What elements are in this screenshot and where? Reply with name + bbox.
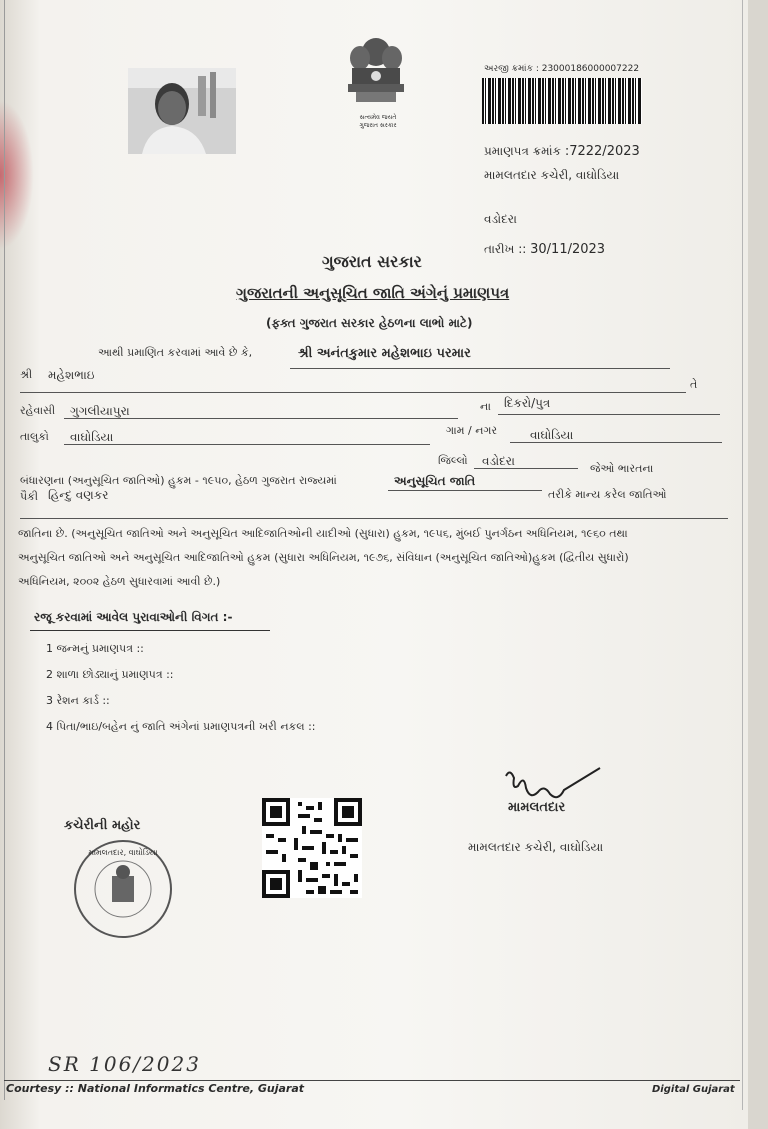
issue-date-label: તારીખ :: <box>484 242 527 256</box>
caste-value: હિન્દુ વણકર <box>48 488 109 502</box>
signatory-office: મામલતદાર કચેરી, વાઘોડિયા <box>468 840 604 854</box>
district-underline <box>474 468 578 469</box>
district-label: જિલ્લો <box>438 454 468 467</box>
national-emblem <box>338 34 414 126</box>
emblem-caption-line-1: સત્યમેવ જયતે <box>359 114 397 121</box>
legal-paragraph <box>18 522 730 594</box>
resident-value: ગુગલીયાપુરા <box>70 404 130 418</box>
emblem-caption-line-2: ગુજરાત સરકાર <box>359 122 397 129</box>
shri-label: શ્રી <box>20 368 33 381</box>
certificate-subtitle: (ફક્ત ગુજરાત સરકાર હેઠળના લાભો માટે) <box>266 316 473 330</box>
legal-line-2: અનુસૂચિત જાતિઓ અને અનુસૂચિત આદિજાતિઓ હુકમ (સુધારા અધિનિયમ, ૧૯૭૬, સંવિધાન (અનુસૂચિત જાતિઓ)હુકમ (દ્વિતીય સુધારો) <box>18 551 629 564</box>
resident-label: રહેવાસી <box>20 404 56 417</box>
evidence-heading: રજૂ કરવામાં આવેલ પુરાવાઓની વિગત :- <box>34 610 233 624</box>
application-number-label: અરજી ક્રમાંક <box>484 64 533 74</box>
qr-code <box>262 798 362 898</box>
bharat-label: જેઓ ભારતના <box>590 462 654 475</box>
recognized-label: તરીકે માન્ય કરેલ જાતિઓ <box>548 488 667 501</box>
courtesy-text: Courtesy :: National Informatics Centre, Gujarat <box>6 1082 305 1095</box>
legal-line-1: જાતિના છે. (અનુસૂચિત જાતિઓ અને અનુસૂચિત આદિજાતિઓની યાદીઓ (સુધારા) હુકમ, ૧૯૫૬, મુંબઈ પુનર્ગઠન અધિનિયમ, ૧૯૬૦ તથા <box>18 527 628 540</box>
caste-underline <box>20 518 728 519</box>
certify-label: આથી પ્રમાણિત કરવામાં આવે છે કે, <box>98 346 253 359</box>
handwritten-reference: SR 106/2023 <box>48 1052 201 1076</box>
relation-underline <box>498 414 720 415</box>
na-label: ના <box>480 400 491 413</box>
signatory-title: મામલતદાર <box>508 800 566 815</box>
barcode <box>482 78 642 124</box>
applicant-photo <box>128 68 236 154</box>
issuing-office: મામલતદાર કચેરી, વાઘોડિયા <box>484 168 620 182</box>
certificate-number <box>484 144 640 159</box>
paiki-label: પૈકી <box>20 490 39 503</box>
page-border-left <box>4 0 5 1100</box>
suffix-te: તે <box>690 378 698 391</box>
taluka-label: તાલુકો <box>20 430 49 443</box>
relation-value: દિકરો/પુત્ર <box>504 396 551 410</box>
category-underline <box>388 490 542 491</box>
application-number: અરજી ક્રમાંક : 23000186000007222 <box>484 64 640 74</box>
evidence-item: 3 રેશન કાર્ડ :: <box>46 694 110 707</box>
page-border-right <box>742 0 743 1110</box>
category-value: અનુસૂચિત જાતિ <box>394 474 476 488</box>
issue-place: વડોદરા <box>484 212 517 226</box>
issue-date-value: 30/11/2023 <box>530 242 606 257</box>
village-label: ગામ / નગર <box>446 424 498 437</box>
father-underline <box>20 392 686 393</box>
digital-gujarat-brand: Digital Gujarat <box>652 1084 735 1095</box>
certificate-number-value: :7222/2023 <box>564 144 640 159</box>
evidence-item: 1 જન્મનું પ્રમાણપત્ર :: <box>46 642 144 655</box>
evidence-item: 2 શાળા છોડ્યાનું પ્રમાણપત્ર :: <box>46 668 174 681</box>
evidence-list <box>46 636 316 740</box>
taluka-value: વાઘોડિયા <box>70 430 114 444</box>
village-value: વાઘોડિયા <box>530 428 574 442</box>
application-number-value: 23000186000007222 <box>541 64 640 74</box>
govt-title: ગુજરાત સરકાર <box>322 252 422 271</box>
order-text: બંધારણના (અનુસૂચિત જાતિઓ) હુકમ - ૧૯૫૦, હેઠળ ગુજરાત રાજ્યમાં <box>20 474 337 487</box>
seal-text: મામલતદાર, વાઘોડિયા <box>88 848 158 857</box>
taluka-underline <box>64 444 430 445</box>
certificate-title: ગુજરાતની અનુસૂચિત જાતિ અંગેનું પ્રમાણપત્ર <box>236 284 510 302</box>
resident-underline <box>64 418 458 419</box>
evidence-item: 4 પિતા/ભાઇ/બહેન નું જાતિ અંગેનાં પ્રમાણપત્રની ખરી નકલ :: <box>46 720 316 733</box>
village-underline <box>510 442 722 443</box>
office-seal-label: કચેરીની મહોર <box>64 818 141 833</box>
evidence-heading-underline <box>30 630 270 631</box>
legal-line-3: અધિનિયમ, ૨૦૦૨ હેઠળ સુધારવામાં આવી છે.) <box>18 575 221 588</box>
red-stain <box>0 100 34 250</box>
father-name: મહેશભાઇ <box>48 368 95 382</box>
certificate-number-label: પ્રમાણપત્ર ક્રમાંક <box>484 144 562 158</box>
footer-rule <box>4 1080 740 1081</box>
applicant-underline <box>290 368 670 369</box>
emblem-caption <box>338 114 418 130</box>
district-value: વડોદરા <box>482 454 515 468</box>
issue-date <box>484 242 605 257</box>
applicant-name: શ્રી અનંતકુમાર મહેશભાઇ પરમાર <box>298 346 471 361</box>
